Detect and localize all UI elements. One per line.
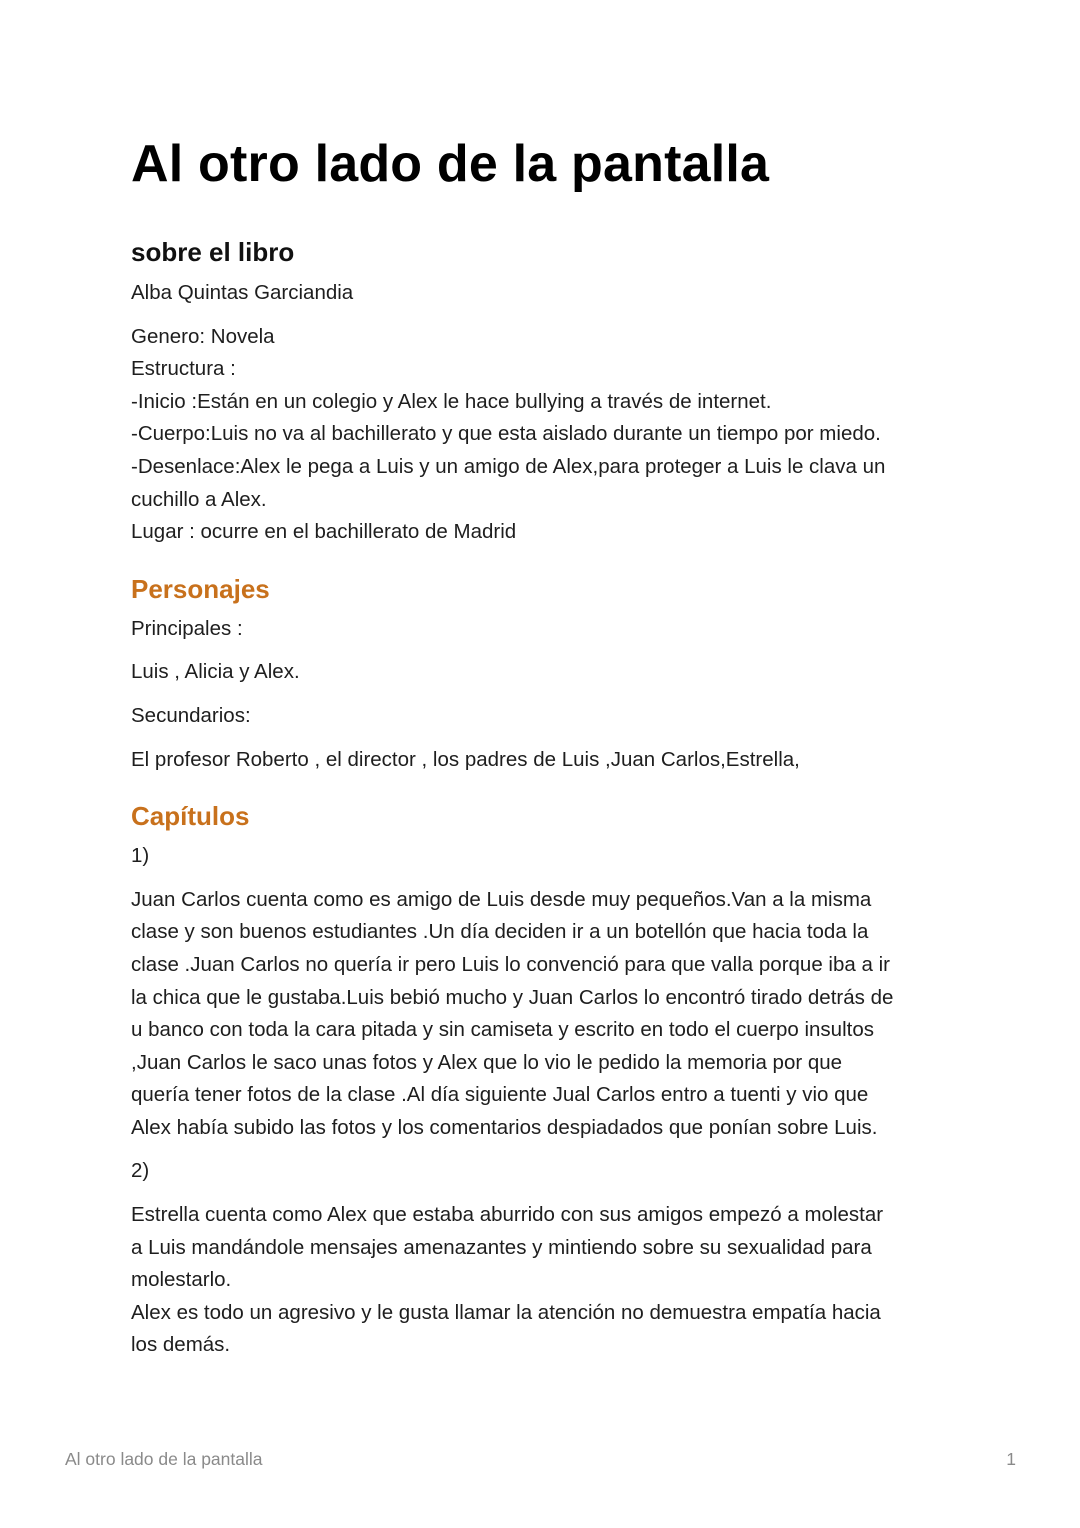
main-characters-list: Luis , Alicia y Alex. — [131, 660, 300, 684]
chapter-2-line: molestarlo. — [131, 1268, 232, 1292]
genre-line: Genero: Novela — [131, 324, 275, 348]
chapter-1-text — [131, 884, 951, 1145]
chapter-2-line: los demás. — [131, 1333, 231, 1357]
document-body — [131, 128, 951, 1362]
footer-title: Al otro lado de la pantalla — [65, 1449, 263, 1469]
chapter-1-line: Alex había subido las fotos y los comentarios despiadados que ponían sobre Luis. — [131, 1115, 878, 1139]
chapter-1-line: ,Juan Carlos le saco unas fotos y Alex que lo vio le pedido la memoria por que — [131, 1050, 843, 1074]
chapter-1-number: 1) — [131, 844, 150, 868]
main-characters-label: Principales : — [131, 616, 243, 640]
secondary-characters-label: Secundarios: — [131, 703, 251, 727]
chapter-1-line: clase y son buenos estudiantes .Un día deciden ir a un botellón que hacia toda la — [131, 920, 869, 944]
page-number: 1 — [1006, 1449, 1016, 1469]
chapter-1-line: u banco con toda la cara pitada y sin camiseta y escrito en todo el cuerpo insultos — [131, 1018, 874, 1042]
characters-heading: Personajes — [131, 573, 270, 604]
structure-cuerpo: -Cuerpo:Luis no va al bachillerato y que esta aislado durante un tiempo por miedo. — [131, 422, 881, 446]
structure-desenlace-cont: cuchillo a Alex. — [131, 487, 267, 511]
chapter-1-line: Juan Carlos cuenta como es amigo de Luis desde muy pequeños.Van a la misma — [131, 887, 872, 911]
document-title: Al otro lado de la pantalla — [131, 135, 770, 193]
chapter-1-line: la chica que le gustaba.Luis bebió mucho y Juan Carlos lo encontró tirado detrás de — [131, 985, 894, 1009]
chapter-2-number: 2) — [131, 1159, 150, 1183]
chapter-2-line: Estrella cuenta como Alex que estaba aburrido con sus amigos empezó a molestar — [131, 1203, 884, 1227]
place-line: Lugar : ocurre en el bachillerato de Madrid — [131, 520, 517, 544]
structure-inicio: -Inicio :Están en un colegio y Alex le hace bullying a través de internet. — [131, 389, 772, 413]
about-heading: sobre el libro — [131, 237, 295, 267]
chapters-heading: Capítulos — [131, 801, 250, 832]
author-line: Alba Quintas Garciandia — [131, 281, 354, 304]
chapter-1-line: quería tener fotos de la clase .Al día siguiente Jual Carlos entro a tuenti y vio que — [131, 1083, 869, 1107]
chapter-1-line: clase .Juan Carlos no quería ir pero Luis lo convenció para que valla porque iba a ir — [131, 952, 890, 976]
secondary-characters-list: El profesor Roberto , el director , los padres de Luis ,Juan Carlos,Estrella, — [131, 747, 800, 771]
structure-label: Estructura : — [131, 357, 236, 381]
structure-desenlace: -Desenlace:Alex le pega a Luis y un amigo de Alex,para proteger a Luis le clava un — [131, 454, 886, 478]
chapter-2-line: a Luis mandándole mensajes amenazantes y mintiendo sobre su sexualidad para — [131, 1235, 872, 1259]
chapter-2-text — [131, 1199, 951, 1362]
chapter-2-line: Alex es todo un agresivo y le gusta llamar la atención no demuestra empatía hacia — [131, 1300, 881, 1324]
